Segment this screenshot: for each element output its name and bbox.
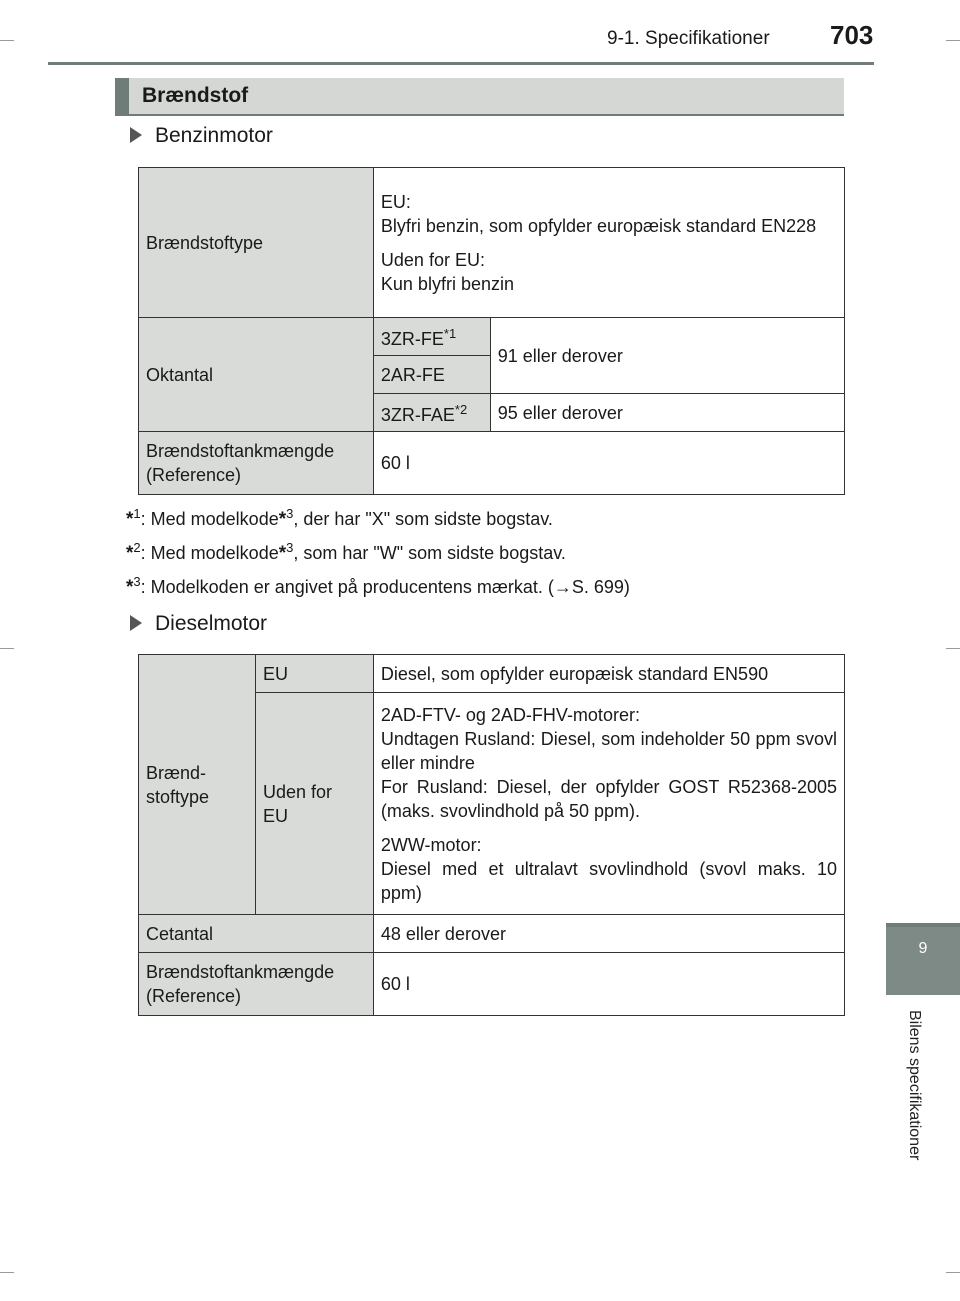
crop-mark bbox=[0, 40, 14, 41]
tank-capacity-value: 60 l bbox=[373, 953, 844, 1016]
fuel-spec-eu: Diesel, som opfylder europæisk standard EN590 bbox=[373, 655, 844, 693]
section-title: Brændstof bbox=[142, 84, 249, 107]
header-rule bbox=[48, 62, 874, 65]
table-row bbox=[139, 915, 845, 953]
chapter-number: 9 bbox=[918, 940, 928, 957]
table-row bbox=[139, 432, 845, 495]
footnote: *$^3$: Modelkoden er angivet på producentens mærkat. (→S. 699) bbox=[126, 574, 630, 598]
table-row bbox=[139, 318, 845, 356]
chapter-tab[interactable] bbox=[886, 923, 960, 995]
chapter-tab-rule bbox=[886, 923, 960, 927]
fuel-spec-non-eu: 2AD-FTV- og 2AD-FHV-motorer: Undtagen Rusland: Diesel, som indeholder 50 ppm svovl eller mindre For Rusland: Diesel, der opfylder GOST R52368-2005 (maks. svovlindhold på 50 ppm). 2WW-motor: Diesel med et ultralavt svovlindhold (svovl maks. 10 ppm) bbox=[373, 693, 844, 915]
crop-mark bbox=[946, 40, 960, 41]
octane-label: Oktantal bbox=[139, 318, 374, 432]
octane-value: 95 eller derover bbox=[490, 394, 844, 432]
footnote: *$^2$: Med modelkode*$^3$, som har "W" som sidste bogstav. bbox=[126, 540, 566, 564]
tank-capacity-value: 60 l bbox=[373, 432, 844, 495]
fuel-type-label: Brænd- stoftype bbox=[139, 655, 256, 915]
section-header: 9-1. Specifikationer bbox=[607, 28, 770, 49]
table-row bbox=[139, 953, 845, 1016]
crop-mark bbox=[946, 648, 960, 649]
petrol-spec-table bbox=[138, 167, 845, 495]
engine-code: 2AR-FE bbox=[373, 356, 490, 394]
diesel-heading: Dieselmotor bbox=[130, 612, 267, 636]
footnote: *$^1$: Med modelkode*$^3$, der har "X" som sidste bogstav. bbox=[126, 506, 553, 530]
section-title-accent bbox=[115, 78, 129, 114]
tank-capacity-label: Brændstoftankmængde (Reference) bbox=[139, 432, 374, 495]
diesel-spec-table bbox=[138, 654, 845, 1016]
engine-code: 3ZR-FAE$^{*2}$ bbox=[373, 394, 490, 432]
crop-mark bbox=[946, 1272, 960, 1273]
section-title-bar bbox=[115, 78, 844, 116]
page-number: 703 bbox=[830, 20, 874, 50]
arrow-icon bbox=[130, 615, 142, 631]
table-row bbox=[139, 655, 845, 693]
chapter-label: Bilens specifikationer bbox=[906, 1010, 923, 1161]
cetane-value: 48 eller derover bbox=[373, 915, 844, 953]
tank-capacity-label: Brændstoftankmængde (Reference) bbox=[139, 953, 374, 1016]
crop-mark bbox=[0, 1272, 14, 1273]
fuel-type-label: Brændstoftype bbox=[139, 168, 374, 318]
arrow-icon bbox=[130, 127, 142, 143]
fuel-type-value: EU: Blyfri benzin, som opfylder europæisk standard EN228 Uden for EU: Kun blyfri benzin bbox=[373, 168, 844, 318]
region-label: EU bbox=[255, 655, 373, 693]
cetane-label: Cetantal bbox=[139, 915, 374, 953]
table-row bbox=[139, 168, 845, 318]
petrol-heading: Benzinmotor bbox=[130, 124, 273, 148]
engine-code: 3ZR-FE$^{*1}$ bbox=[373, 318, 490, 356]
crop-mark bbox=[0, 648, 14, 649]
octane-value: 91 eller derover bbox=[490, 318, 844, 394]
arrow-right-icon: → bbox=[553, 577, 572, 597]
region-label: Uden for EU bbox=[255, 693, 373, 915]
